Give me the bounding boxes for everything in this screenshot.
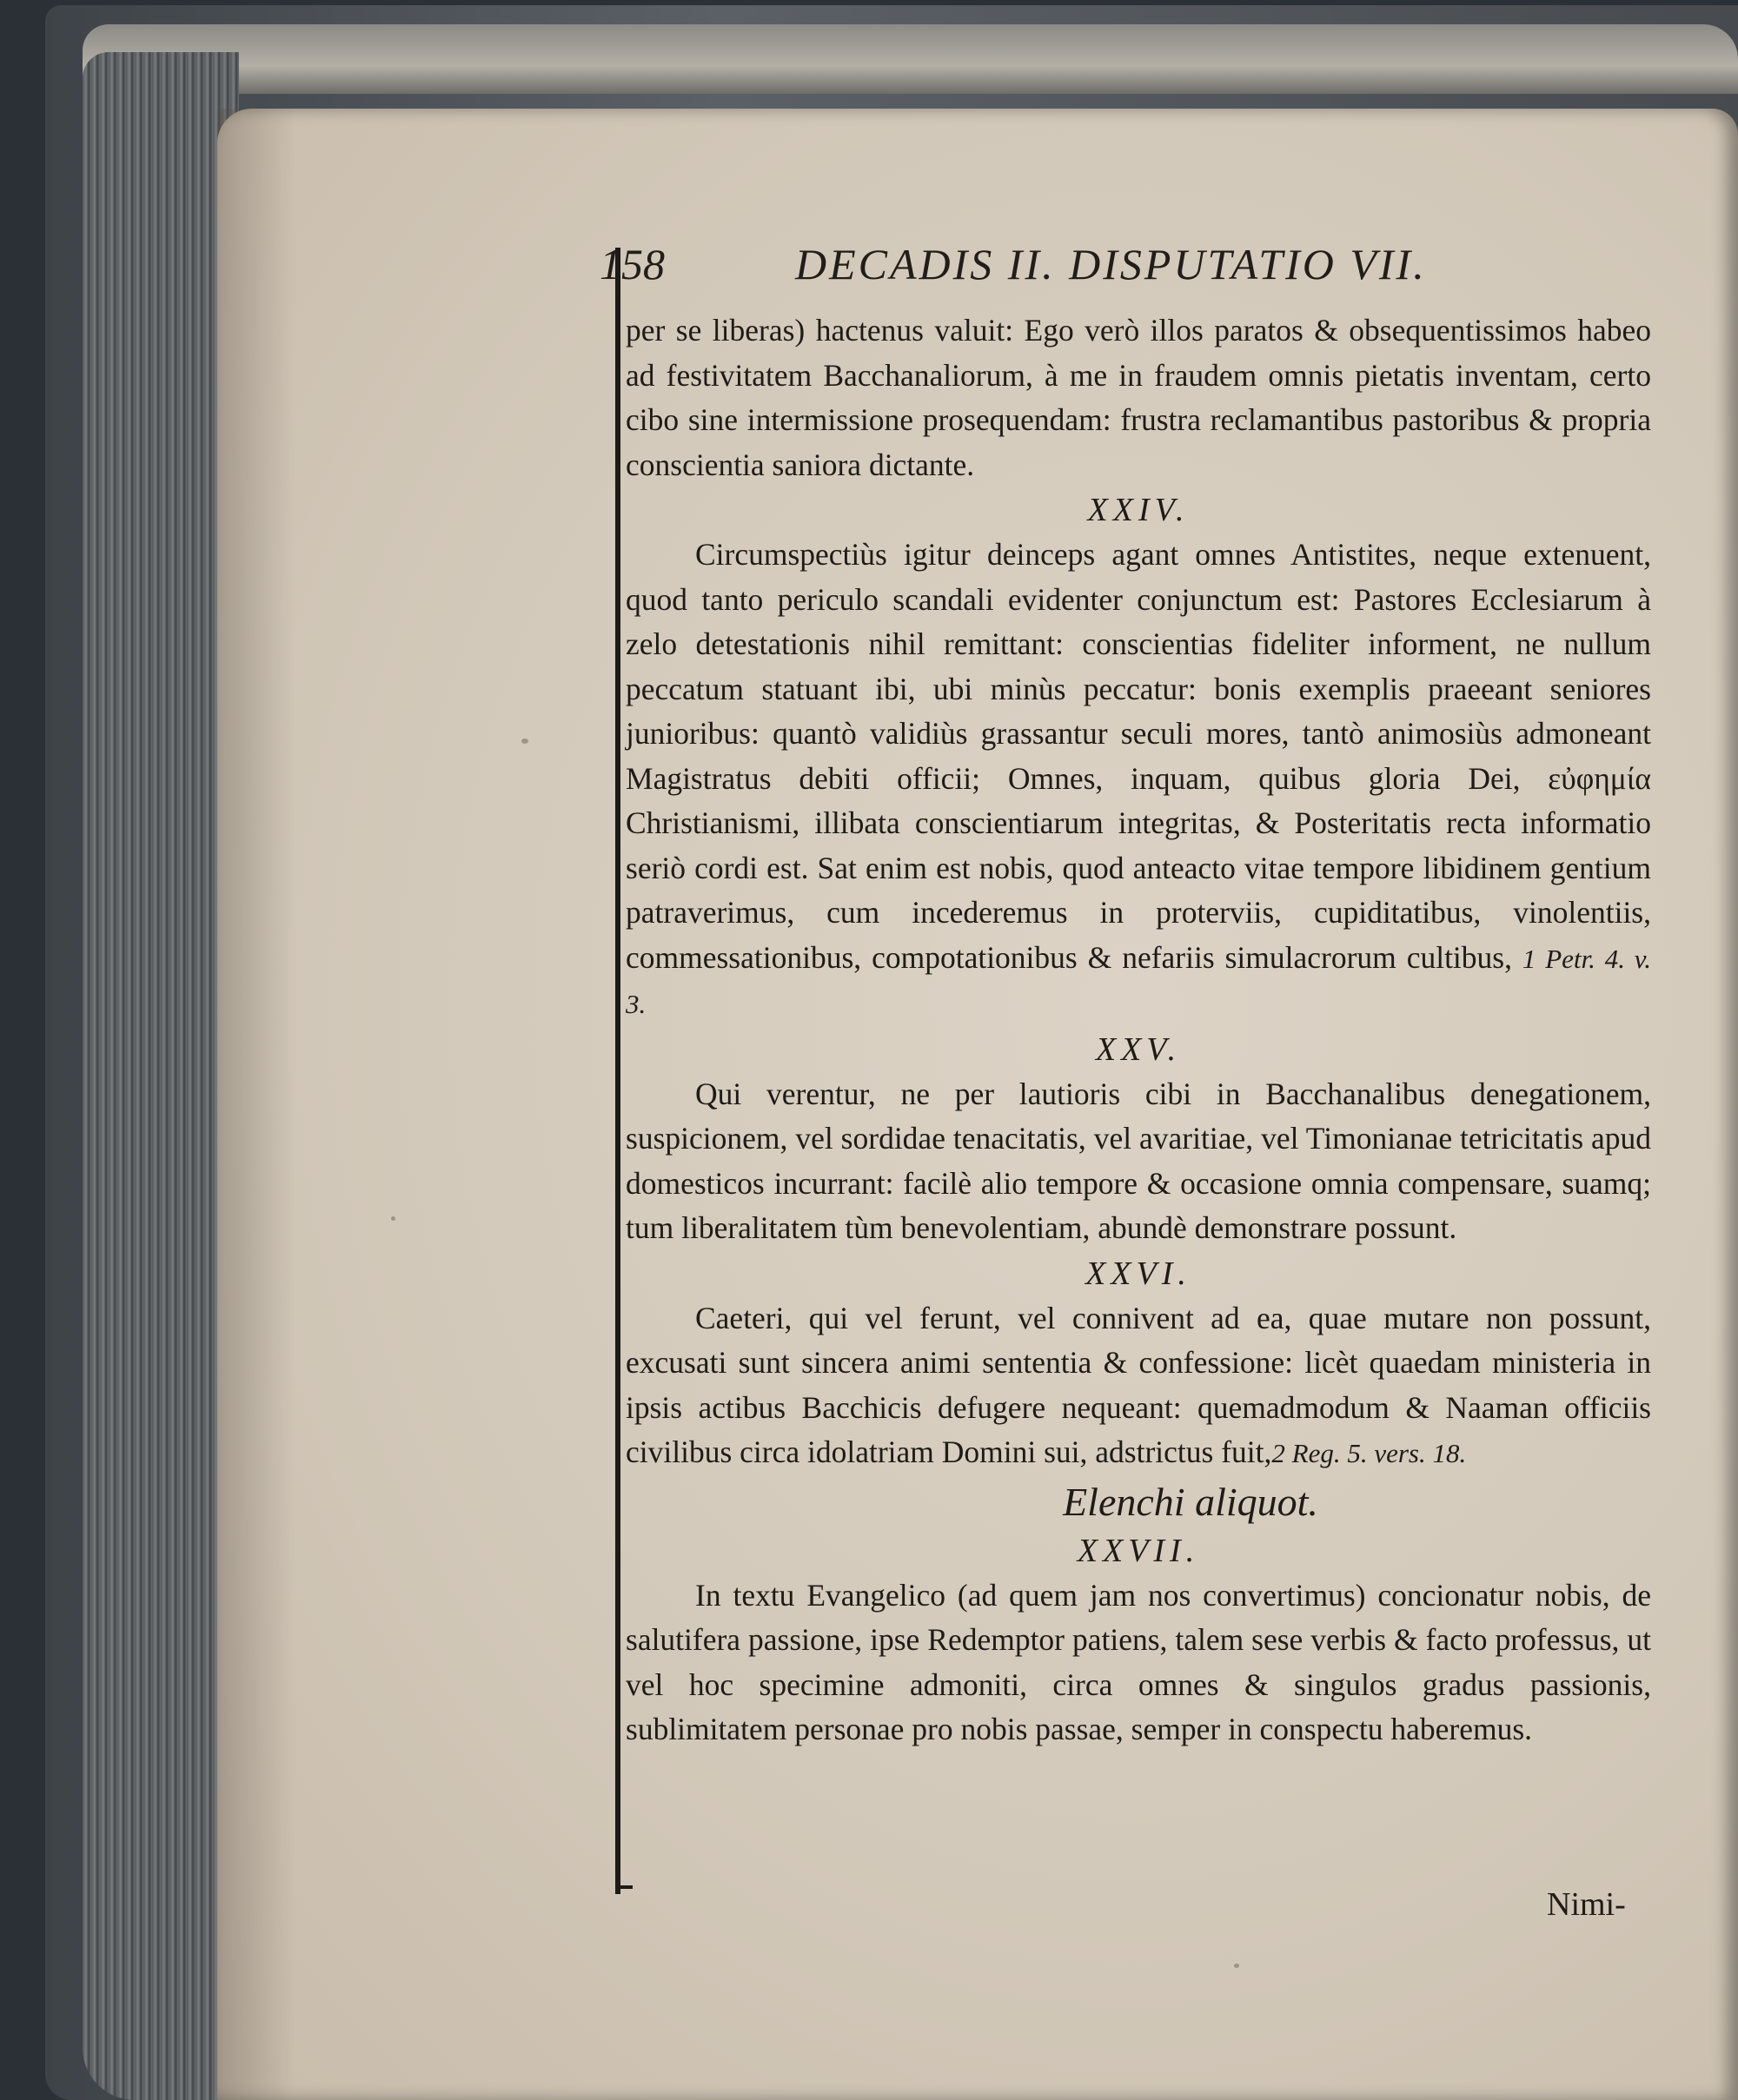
citation: 1 Petr. 4. v. 3.	[626, 943, 1651, 1019]
paragraph	[626, 533, 1651, 1027]
margin-rule-foot	[620, 1885, 633, 1889]
paragraph	[626, 1296, 1651, 1476]
section-heading: XXVI.	[1085, 1255, 1191, 1292]
running-title: DECADIS II. DISPUTATIO VII.	[795, 240, 1427, 288]
paragraph: In textu Evangelico (ad quem jam nos convertimus) concionatur nobis, de salutifera passione, ipse Redemptor patiens, talem sese verbis & facto professus, ut vel hoc specimine admoniti, circa omnes & singulos gradus passionis, sublimitatem personae pro nobis passae, semper in conspectu haberemus.	[626, 1577, 1651, 1746]
section-heading: XXIV.	[1087, 492, 1190, 528]
text-column	[626, 308, 1651, 1752]
margin-rule	[615, 248, 620, 1894]
paper-speck	[521, 739, 528, 744]
paper-speck	[391, 1216, 395, 1221]
book-block-top	[83, 24, 1738, 94]
paragraph: per se liberas) hactenus valuit: Ego verò illos paratos & obsequentissimos habeo ad festivitatem Bacchanaliorum, à me in fraudem omnis pietatis inventam, certo cibo sine intermissione prosequendam: frustra reclamantibus pastoribus & propria conscientia saniora dictante.	[626, 313, 1651, 482]
paragraph-text: Caeteri, qui vel ferunt, vel connivent ad ea, quae mutare non possunt, excusati sunt sincera animi sententia & confessione: licèt quaedam ministeria in ipsis actibus Bacchicis defugere nequeant: quemadmodum & Naaman officiis civilibus circa idolatriam Domini sui, adstrictus fuit,	[626, 1300, 1651, 1469]
section-heading: XXVII.	[1077, 1532, 1200, 1569]
gutter-shadow	[217, 109, 295, 2100]
page-edges	[83, 52, 239, 2100]
subheading: Elenchi aliquot.	[1063, 1479, 1318, 1524]
section-heading: XXV.	[1095, 1030, 1182, 1068]
paragraph-text: Circumspectiùs igitur deinceps agant omnes Antistites, neque extenuent, quod tanto periculo scandali evidenter conjunctum est: Pastores Ecclesiarum à zelo detestationis nihil remittant: conscientias fideliter informent, ne nullum peccatum statuant ibi, ubi minùs peccatur: bonis exemplis praeeant seniores junioribus: quantò validiùs grassantur seculi mores, tantò animosiùs admoneant Magistratus debiti officii; Omnes, inquam, quibus gloria Dei, εὐφημία Christianismi, illibata conscientiarum integritas, & Posteritatis recta informatio seriò cordi est. Sat enim est nobis, quod anteacto vitae tempore libidinem gentium patraverimus, cum incederemus in proterviis, cupiditatibus, vinolentiis, commessationibus, compotationibus & nefariis simulacrorum cultibus,	[626, 537, 1651, 975]
catchword: Nimi-	[1547, 1886, 1626, 1923]
paper-speck	[1234, 1964, 1239, 1968]
running-head	[600, 239, 1642, 300]
citation: 2 Reg. 5. vers. 18.	[1271, 1438, 1467, 1468]
page-number: 158	[600, 240, 665, 288]
paragraph: Qui verentur, ne per lautioris cibi in Bacchanalibus denegationem, suspicionem, vel sordidae tenacitatis, vel avaritiae, vel Timonianae tetricitatis apud domesticos incurrant: facilè alio tempore & occasione omnia compensare, suamq; tum liberalitatem tùm benevolentiam, abundè demonstrare possunt.	[626, 1076, 1651, 1245]
